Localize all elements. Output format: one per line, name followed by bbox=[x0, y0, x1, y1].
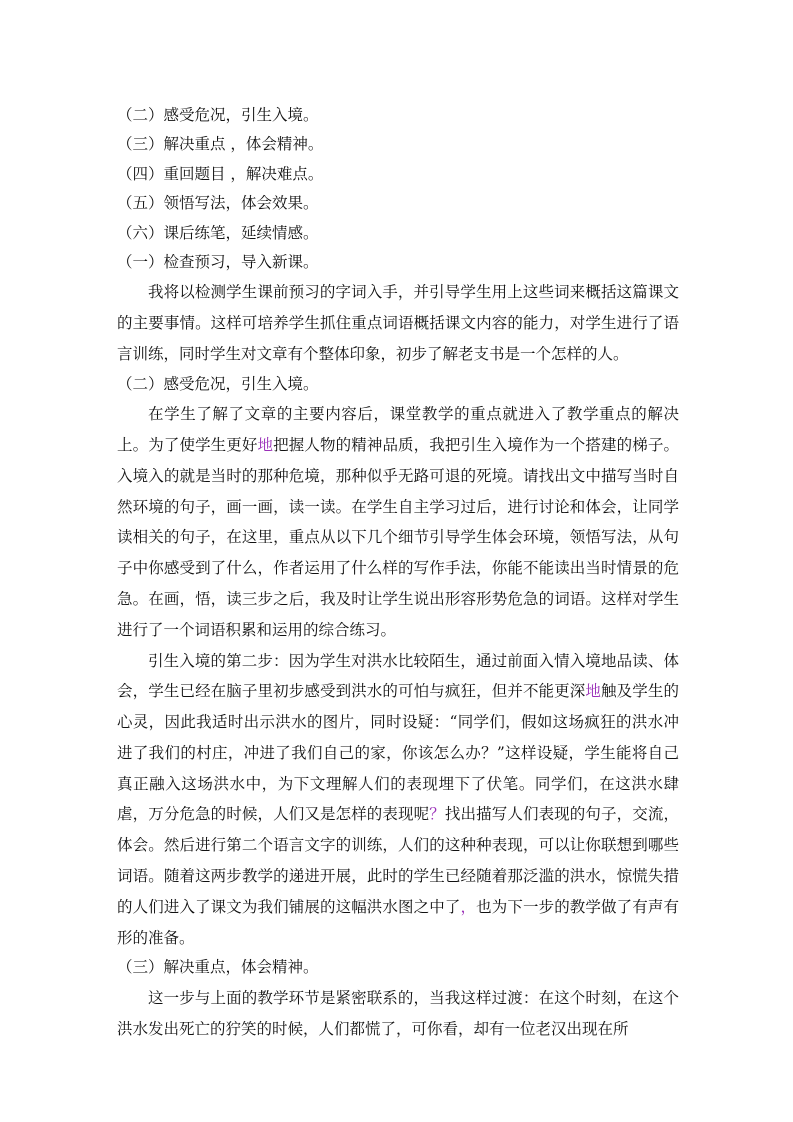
highlighted-char: 地 bbox=[257, 435, 274, 454]
highlighted-char: 地 bbox=[585, 682, 602, 701]
outline-item-3: （三）解决重点 ，体会精神。 bbox=[117, 135, 324, 154]
outline-item-5: （五）领悟写法，体会效果。 bbox=[117, 194, 319, 213]
paragraph-flood-step bbox=[117, 646, 679, 954]
paragraph-key-point: 这一步与上面的教学环节是紧密联系的，当我这样过渡：在这个时刻，在这个洪水发出死亡的狞笑的时候，人们都慌了，可你看，却有一位老汉出现在所 bbox=[117, 988, 679, 1038]
text-run: 也为下一步的教学做了有声有形的准备。 bbox=[117, 897, 679, 947]
outline-item-6: （六）课后练笔，延续情感。 bbox=[117, 223, 319, 242]
section-heading-2: （二）感受危况，引生入境。 bbox=[117, 374, 319, 393]
highlighted-punctuation: ？ bbox=[429, 805, 445, 824]
outline-item-1: （一）检查预习，导入新课。 bbox=[117, 252, 319, 271]
text-run: 引生入境的第二步：因为学生对洪水比较陌生，通过前面入情入境地品读、体会，学生已经在脑子里初步感受到洪水的可怕与疯狂，但并不能更深 bbox=[117, 651, 679, 701]
outline-item-4: （四）重回题目 ，解决难点。 bbox=[117, 164, 324, 183]
text-run: 触及学生的心灵，因此我适时出示洪水的图片，同时设疑：“同学们，假如这场疯狂的洪水冲进了我们的村庄，冲进了我们自己的家，你该怎么办？”这样设疑，学生能将自己真正融入这场洪水中，为下文理解人们的表现埋下了伏笔。同学们，在这洪水肆虐，万分危急的时候，人们又是怎样的表现呢 bbox=[117, 682, 679, 824]
highlighted-punctuation: ， bbox=[460, 897, 477, 916]
text-run: 把握人物的精神品质，我把引生入境作为一个搭建的梯子。入境入的就是当时的那种危境，那种似乎无路可退的死境。请找出文中描写当时自然环境的句子，画一画，读一读。在学生自主学习过后，进行讨论和体会，让同学读相关的句子，在这里，重点从以下几个细节引导学生体会环境，领悟写法，从句子中你感受到了什么，作者运用了什么样的写作手法，你能不能读出当时情景的危急。在画，悟，读三步之后，我及时让学生说出形容形势危急的词语。这样对学生进行了一个词语积累和运用的综合练习。 bbox=[117, 435, 679, 639]
section-heading-3: （三）解决重点，体会精神。 bbox=[117, 958, 319, 977]
text-run: 在学生了解了文章的主要内容后，课堂教学的重点就进入了教学重点的解决上。为了使学生更好 bbox=[117, 405, 679, 454]
outline-item-2: （二）感受危况，引生入境。 bbox=[117, 106, 319, 124]
paragraph-environment bbox=[117, 399, 679, 645]
text-run: 找出描写人们表现的句子，交流，体会。然后进行第二个语言文字的训练，人们的这种种表现，可以让你联想到哪些词语。随着这两步教学的递进开展，此时的学生已经随着那泛滥的洪水，惊慌失措的人们进入了课文为我们铺展的这幅洪水图之中了 bbox=[117, 805, 679, 916]
document-body bbox=[117, 101, 679, 1044]
paragraph-preview: 我将以检测学生课前预习的字词入手，并引导学生用上这些词来概括这篇课文的主要事情。这样可培养学生抓住重点词语概括课文内容的能力，对学生进行了语言训练，同时学生对文章有个整体印象，初步了解老支书是一个怎样的人。 bbox=[117, 283, 679, 363]
